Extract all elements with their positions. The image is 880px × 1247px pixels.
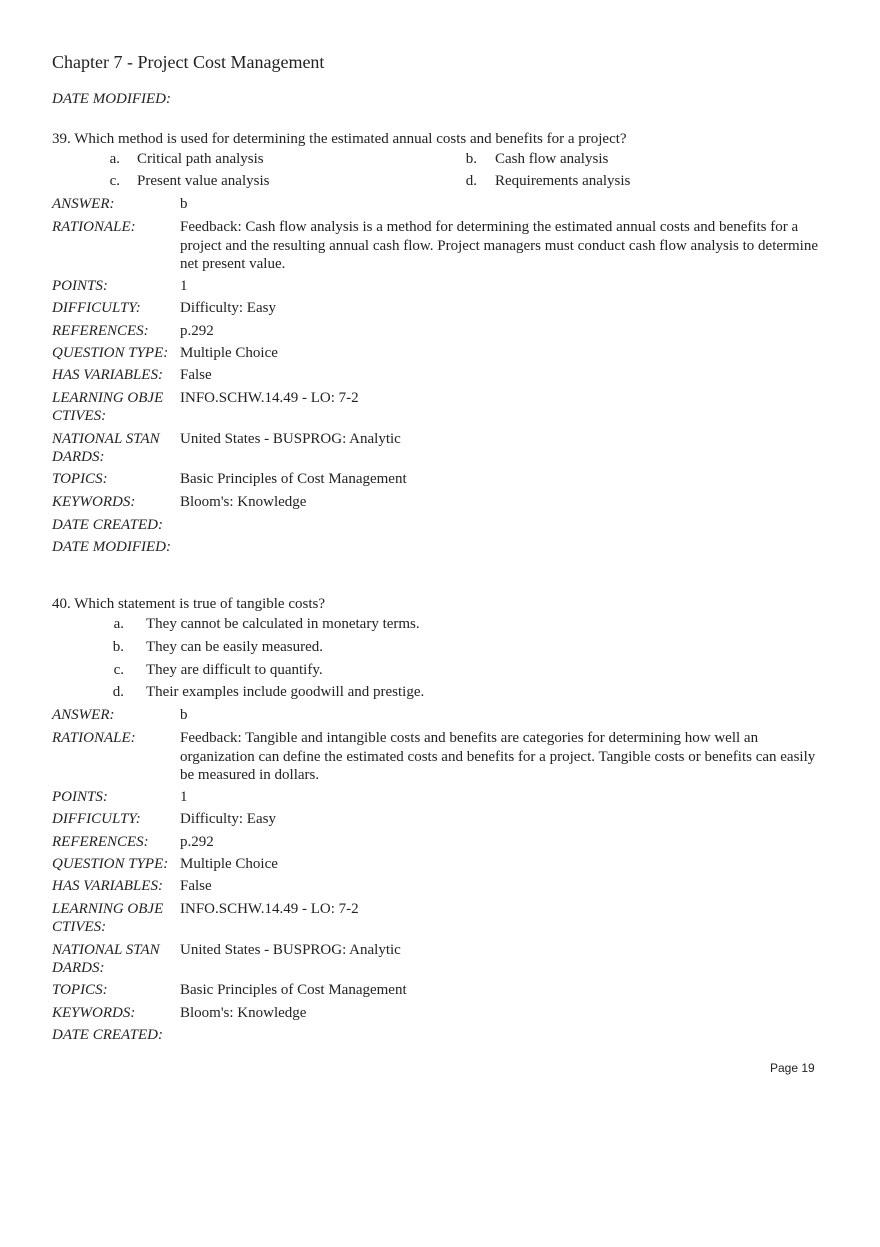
q40-difficulty-label: DIFFICULTY: (52, 811, 141, 827)
q40-topics-label: TOPICS: (52, 982, 108, 998)
q40-national-standards-label: NATIONAL STANDARDS: (52, 942, 160, 976)
q40-answer-label: ANSWER: (52, 707, 115, 723)
q40-option-d-text: Their examples include goodwill and prestige. (146, 684, 425, 700)
q40-date-created-label: DATE CREATED: (52, 1027, 163, 1043)
q39-points-value: 1 (180, 278, 188, 294)
q39-keywords-label: KEYWORDS: (52, 494, 136, 510)
q40-option-c-letter: c. (113, 662, 124, 678)
q40-keywords-label: KEYWORDS: (52, 1005, 136, 1021)
q39-topics-label: TOPICS: (52, 471, 108, 487)
q39-question-type-value: Multiple Choice (180, 345, 278, 361)
q39-has-variables-value: False (180, 367, 212, 383)
q39-difficulty-label: DIFFICULTY: (52, 300, 141, 316)
q39-question-type-label: QUESTION TYPE: (52, 345, 169, 361)
q39-topics-value: Basic Principles of Cost Management (180, 471, 407, 487)
q40-has-variables-label: HAS VARIABLES: (52, 878, 163, 894)
q40-points-label: POINTS: (52, 789, 108, 805)
q39-date-created-label: DATE CREATED: (52, 517, 163, 533)
q40-difficulty-value: Difficulty: Easy (180, 811, 276, 827)
q40-topics-value: Basic Principles of Cost Management (180, 982, 407, 998)
q40-points-value: 1 (180, 789, 188, 805)
q39-points-label: POINTS: (52, 278, 108, 294)
q40-answer-value: b (180, 707, 188, 723)
q39-references-label: REFERENCES: (52, 323, 149, 339)
q39-difficulty-value: Difficulty: Easy (180, 300, 276, 316)
q40-learning-objectives-label: LEARNING OBJECTIVES: (52, 901, 164, 935)
q39-option-d-text: Requirements analysis (495, 173, 631, 189)
q40-rationale-text: Feedback: Tangible and intangible costs and benefits are categories for determining how well an organization can define the estimated costs and benefits for a project. Tangible costs or benefits can easily be measured in dollars. (180, 730, 816, 783)
q40-has-variables-value: False (180, 878, 212, 894)
q40-keywords-value: Bloom's: Knowledge (180, 1005, 307, 1021)
q39-option-a-text: Critical path analysis (137, 151, 264, 167)
q39-learning-objectives-value: INFO.SCHW.14.49 - LO: 7-2 (180, 390, 359, 406)
q40-question-type-value: Multiple Choice (180, 856, 278, 872)
q40-references-label: REFERENCES: (52, 834, 149, 850)
q39-national-standards-value: United States - BUSPROG: Analytic (180, 431, 401, 447)
q40-option-d-letter: d. (112, 684, 124, 700)
q39-national-standards-label: NATIONAL STANDARDS: (52, 431, 160, 465)
page-number: Page 19 (770, 1061, 815, 1075)
q40-option-b-letter: b. (112, 639, 124, 655)
q39-references-value: p.292 (180, 323, 214, 339)
q40-references-value: p.292 (180, 834, 214, 850)
q40-option-b-text: They can be easily measured. (146, 639, 324, 655)
chapter-title: Chapter 7 - Project Cost Management (52, 52, 325, 72)
q39-keywords-value: Bloom's: Knowledge (180, 494, 307, 510)
q39-answer-value: b (180, 196, 188, 212)
q40-learning-objectives-value: INFO.SCHW.14.49 - LO: 7-2 (180, 901, 359, 917)
date-modified-label: DATE MODIFIED: (52, 91, 171, 107)
q39-option-b-text: Cash flow analysis (495, 151, 609, 167)
q39-rationale-label: RATIONALE: (52, 219, 136, 235)
q40-national-standards-value: United States - BUSPROG: Analytic (180, 942, 401, 958)
question-39-text: 39. Which method is used for determining the estimated annual costs and benefits for a project? (52, 131, 627, 147)
q39-option-c-text: Present value analysis (137, 173, 270, 189)
q40-question-type-label: QUESTION TYPE: (52, 856, 169, 872)
q39-rationale-text: Feedback: Cash flow analysis is a method for determining the estimated annual costs and benefits for a project and the resulting annual cash flow. Project managers must conduct cash flow analysis to determine net present value. (180, 219, 819, 272)
q39-has-variables-label: HAS VARIABLES: (52, 367, 163, 383)
q39-option-d-letter: d. (465, 173, 477, 189)
q40-option-c-text: They are difficult to quantify. (146, 662, 323, 678)
question-40-text: 40. Which statement is true of tangible costs? (52, 596, 325, 612)
q39-option-a-letter: a. (109, 151, 120, 167)
q39-answer-label: ANSWER: (52, 196, 115, 212)
q40-option-a-letter: a. (113, 616, 124, 632)
q40-rationale-label: RATIONALE: (52, 730, 136, 746)
q40-option-a-text: They cannot be calculated in monetary terms. (146, 616, 420, 632)
q39-option-c-letter: c. (109, 173, 120, 189)
q39-option-b-letter: b. (465, 151, 477, 167)
q39-date-modified-label: DATE MODIFIED: (52, 539, 171, 555)
q39-learning-objectives-label: LEARNING OBJECTIVES: (52, 390, 164, 424)
